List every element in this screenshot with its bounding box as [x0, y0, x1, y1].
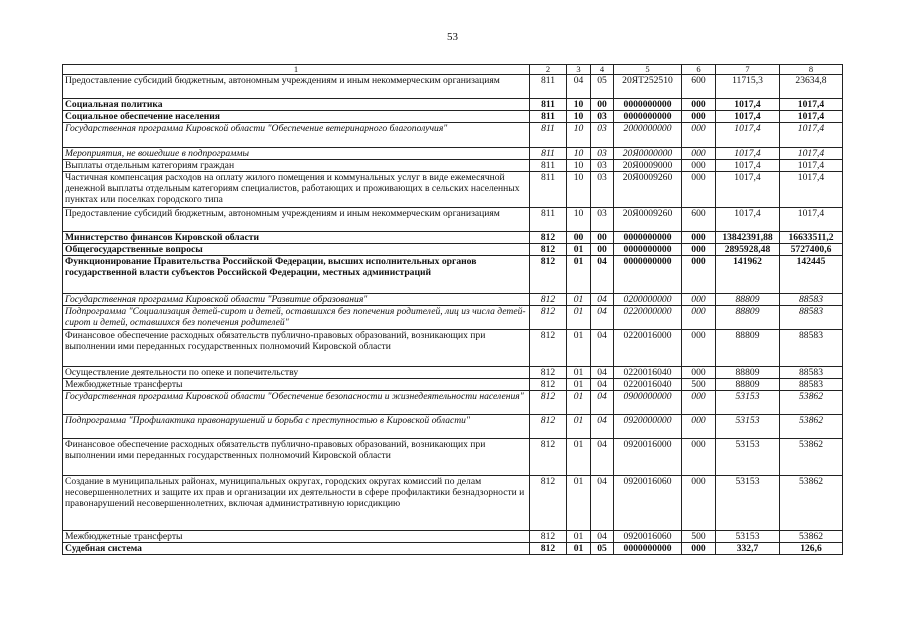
section-code: 01	[567, 256, 591, 294]
amount-col-7: 11715,3	[716, 75, 780, 99]
expense-type-code: 500	[682, 531, 716, 543]
ministry-code: 811	[530, 75, 567, 99]
target-article-code: 0000000000	[614, 232, 682, 244]
row-description: Министерство финансов Кировской области	[63, 232, 530, 244]
table-row	[63, 367, 843, 379]
row-description: Финансовое обеспечение расходных обязательств публично-правовых образований, возникающих при выполнении ими переданных государственных полномочий Кировской области	[63, 330, 530, 367]
amount-col-8: 16633511,2	[780, 232, 843, 244]
amount-col-7: 53153	[716, 439, 780, 476]
section-code: 01	[567, 543, 591, 555]
column-header: 2	[530, 65, 567, 75]
amount-col-8: 126,6	[780, 543, 843, 555]
table-row	[63, 391, 843, 415]
expense-type-code: 000	[682, 244, 716, 256]
amount-col-8: 1017,4	[780, 111, 843, 123]
row-description: Частичная компенсация расходов на оплату жилого помещения и коммунальных услуг в виде ежемесячной денежной выплаты отдельным категориям специалистов, работающих и проживающих в сельских населенных пунктах или поселках городского типа	[63, 172, 530, 208]
amount-col-8: 53862	[780, 531, 843, 543]
expense-type-code: 000	[682, 439, 716, 476]
ministry-code: 811	[530, 172, 567, 208]
expense-type-code: 000	[682, 111, 716, 123]
row-description: Выплаты отдельным категориям граждан	[63, 160, 530, 172]
table-row	[63, 172, 843, 208]
amount-col-8: 1017,4	[780, 160, 843, 172]
column-header: 6	[682, 65, 716, 75]
subsection-code: 00	[591, 232, 614, 244]
subsection-code: 04	[591, 379, 614, 391]
target-article-code: 0000000000	[614, 111, 682, 123]
column-header: 5	[614, 65, 682, 75]
row-description: Предоставление субсидий бюджетным, автономным учреждениям и иным некоммерческим организациям	[63, 208, 530, 232]
target-article-code: 0220016040	[614, 379, 682, 391]
column-header: 4	[591, 65, 614, 75]
section-code: 01	[567, 476, 591, 531]
ministry-code: 812	[530, 531, 567, 543]
row-description: Межбюджетные трансферты	[63, 379, 530, 391]
section-code: 01	[567, 439, 591, 476]
amount-col-7: 2895928,48	[716, 244, 780, 256]
section-code: 01	[567, 531, 591, 543]
subsection-code: 04	[591, 294, 614, 306]
row-description: Социальная политика	[63, 99, 530, 111]
amount-col-8: 53862	[780, 415, 843, 439]
amount-col-7: 1017,4	[716, 99, 780, 111]
amount-col-7: 88809	[716, 294, 780, 306]
expense-type-code: 000	[682, 172, 716, 208]
ministry-code: 812	[530, 415, 567, 439]
section-code: 01	[567, 391, 591, 415]
subsection-code: 03	[591, 123, 614, 148]
amount-col-8: 88583	[780, 294, 843, 306]
amount-col-7: 1017,4	[716, 172, 780, 208]
table-row	[63, 294, 843, 306]
target-article-code: 20ЯТ252510	[614, 75, 682, 99]
row-description: Осуществление деятельности по опеке и попечительству	[63, 367, 530, 379]
amount-col-7: 53153	[716, 476, 780, 531]
expense-type-code: 000	[682, 306, 716, 330]
table-row	[63, 148, 843, 160]
row-description: Государственная программа Кировской области "Развитие образования"	[63, 294, 530, 306]
target-article-code: 0220016000	[614, 330, 682, 367]
expense-type-code: 000	[682, 148, 716, 160]
target-article-code: 20Я0000000	[614, 148, 682, 160]
row-description: Финансовое обеспечение расходных обязательств публично-правовых образований, возникающих при выполнении ими переданных государственных полномочий Кировской области	[63, 439, 530, 476]
expense-type-code: 000	[682, 476, 716, 531]
table-row	[63, 415, 843, 439]
table-row	[63, 99, 843, 111]
page-number: 53	[447, 31, 458, 43]
target-article-code: 20Я0009260	[614, 208, 682, 232]
row-description: Социальное обеспечение населения	[63, 111, 530, 123]
subsection-code: 00	[591, 99, 614, 111]
target-article-code: 20Я0009000	[614, 160, 682, 172]
amount-col-8: 88583	[780, 306, 843, 330]
expense-type-code: 000	[682, 160, 716, 172]
amount-col-8: 53862	[780, 439, 843, 476]
subsection-code: 00	[591, 244, 614, 256]
ministry-code: 811	[530, 99, 567, 111]
ministry-code: 812	[530, 543, 567, 555]
amount-col-8: 5727400,6	[780, 244, 843, 256]
table-row	[63, 543, 843, 555]
subsection-code: 04	[591, 330, 614, 367]
expense-type-code: 000	[682, 367, 716, 379]
table-row	[63, 160, 843, 172]
subsection-code: 03	[591, 160, 614, 172]
amount-col-7: 13842391,88	[716, 232, 780, 244]
target-article-code: 0220016040	[614, 367, 682, 379]
table-row	[63, 123, 843, 148]
column-header: 8	[780, 65, 843, 75]
table-row	[63, 75, 843, 99]
amount-col-8: 23634,8	[780, 75, 843, 99]
section-code: 01	[567, 306, 591, 330]
section-code: 10	[567, 123, 591, 148]
row-description: Функционирование Правительства Российской Федерации, высших исполнительных органов государственной власти субъектов Российской Федерации, местных администраций	[63, 256, 530, 294]
expense-type-code: 000	[682, 256, 716, 294]
amount-col-8: 1017,4	[780, 123, 843, 148]
subsection-code: 05	[591, 75, 614, 99]
section-code: 01	[567, 379, 591, 391]
ministry-code: 812	[530, 306, 567, 330]
expense-type-code: 000	[682, 330, 716, 367]
amount-col-7: 1017,4	[716, 123, 780, 148]
amount-col-7: 88809	[716, 330, 780, 367]
expense-type-code: 500	[682, 379, 716, 391]
subsection-code: 03	[591, 148, 614, 160]
target-article-code: 0220000000	[614, 306, 682, 330]
subsection-code: 05	[591, 543, 614, 555]
expense-type-code: 600	[682, 208, 716, 232]
column-number-row	[63, 65, 843, 75]
amount-col-7: 1017,4	[716, 148, 780, 160]
section-code: 00	[567, 232, 591, 244]
subsection-code: 03	[591, 208, 614, 232]
subsection-code: 04	[591, 531, 614, 543]
target-article-code: 0200000000	[614, 294, 682, 306]
target-article-code: 0000000000	[614, 543, 682, 555]
subsection-code: 03	[591, 172, 614, 208]
ministry-code: 812	[530, 232, 567, 244]
section-code: 10	[567, 160, 591, 172]
expense-type-code: 000	[682, 391, 716, 415]
amount-col-7: 88809	[716, 367, 780, 379]
amount-col-8: 53862	[780, 391, 843, 415]
section-code: 04	[567, 75, 591, 99]
section-code: 10	[567, 99, 591, 111]
expense-type-code: 600	[682, 75, 716, 99]
expense-type-code: 000	[682, 294, 716, 306]
subsection-code: 04	[591, 439, 614, 476]
table-row	[63, 111, 843, 123]
section-code: 01	[567, 244, 591, 256]
table-row	[63, 208, 843, 232]
amount-col-8: 88583	[780, 330, 843, 367]
amount-col-8: 53862	[780, 476, 843, 531]
amount-col-7: 1017,4	[716, 111, 780, 123]
expense-type-code: 000	[682, 415, 716, 439]
subsection-code: 03	[591, 111, 614, 123]
subsection-code: 04	[591, 306, 614, 330]
ministry-code: 811	[530, 123, 567, 148]
ministry-code: 812	[530, 367, 567, 379]
expense-type-code: 000	[682, 543, 716, 555]
section-code: 10	[567, 111, 591, 123]
ministry-code: 812	[530, 391, 567, 415]
table-row	[63, 439, 843, 476]
row-description: Общегосударственные вопросы	[63, 244, 530, 256]
subsection-code: 04	[591, 367, 614, 379]
amount-col-8: 88583	[780, 379, 843, 391]
ministry-code: 812	[530, 294, 567, 306]
section-code: 10	[567, 172, 591, 208]
row-description: Подпрограмма "Профилактика правонарушений и борьба с преступностью в Кировской области"	[63, 415, 530, 439]
row-description: Предоставление субсидий бюджетным, автономным учреждениям и иным некоммерческим организациям	[63, 75, 530, 99]
table-body	[63, 75, 843, 555]
target-article-code: 0000000000	[614, 256, 682, 294]
amount-col-7: 141962	[716, 256, 780, 294]
target-article-code: 20Я0009260	[614, 172, 682, 208]
ministry-code: 811	[530, 111, 567, 123]
target-article-code: 0920000000	[614, 415, 682, 439]
table-row	[63, 232, 843, 244]
subsection-code: 04	[591, 256, 614, 294]
table-row	[63, 256, 843, 294]
section-code: 01	[567, 367, 591, 379]
target-article-code: 0920016000	[614, 439, 682, 476]
table-row	[63, 306, 843, 330]
row-description: Создание в муниципальных районах, муниципальных округах, городских округах комиссий по делам несовершеннолетних и защите их прав и организации их деятельности в сфере профилактики безнадзорности и правонарушений несовершеннолетних, включая административную юрисдикцию	[63, 476, 530, 531]
ministry-code: 811	[530, 148, 567, 160]
target-article-code: 0900000000	[614, 391, 682, 415]
target-article-code: 0920016060	[614, 476, 682, 531]
table-row	[63, 531, 843, 543]
table-row	[63, 379, 843, 391]
ministry-code: 812	[530, 256, 567, 294]
expense-type-code: 000	[682, 123, 716, 148]
section-code: 10	[567, 208, 591, 232]
row-description: Мероприятия, не вошедшие в подпрограммы	[63, 148, 530, 160]
ministry-code: 811	[530, 208, 567, 232]
amount-col-8: 142445	[780, 256, 843, 294]
target-article-code: 0000000000	[614, 244, 682, 256]
ministry-code: 811	[530, 160, 567, 172]
amount-col-7: 53153	[716, 415, 780, 439]
section-code: 10	[567, 148, 591, 160]
ministry-code: 812	[530, 244, 567, 256]
amount-col-8: 1017,4	[780, 208, 843, 232]
section-code: 01	[567, 415, 591, 439]
section-code: 01	[567, 330, 591, 367]
target-article-code: 0000000000	[614, 99, 682, 111]
row-description: Подпрограмма "Социализация детей-сирот и детей, оставшихся без попечения родителей, лиц из числа детей-сирот и детей, оставшихся без попечения родителей"	[63, 306, 530, 330]
row-description: Межбюджетные трансферты	[63, 531, 530, 543]
row-description: Государственная программа Кировской области "Обеспечение ветеринарного благополучия"	[63, 123, 530, 148]
ministry-code: 812	[530, 476, 567, 531]
table-row	[63, 330, 843, 367]
column-header: 1	[63, 65, 530, 75]
amount-col-7: 53153	[716, 531, 780, 543]
row-description: Судебная система	[63, 543, 530, 555]
target-article-code: 2000000000	[614, 123, 682, 148]
amount-col-8: 1017,4	[780, 99, 843, 111]
row-description: Государственная программа Кировской области "Обеспечение безопасности и жизнедеятельности населения"	[63, 391, 530, 415]
expense-type-code: 000	[682, 99, 716, 111]
amount-col-8: 88583	[780, 367, 843, 379]
ministry-code: 812	[530, 330, 567, 367]
section-code: 01	[567, 294, 591, 306]
budget-table	[62, 64, 843, 555]
table-row	[63, 476, 843, 531]
amount-col-7: 88809	[716, 379, 780, 391]
ministry-code: 812	[530, 439, 567, 476]
subsection-code: 04	[591, 391, 614, 415]
table-row	[63, 244, 843, 256]
column-header: 7	[716, 65, 780, 75]
amount-col-7: 53153	[716, 391, 780, 415]
amount-col-8: 1017,4	[780, 148, 843, 160]
amount-col-8: 1017,4	[780, 172, 843, 208]
amount-col-7: 332,7	[716, 543, 780, 555]
amount-col-7: 1017,4	[716, 208, 780, 232]
column-header: 3	[567, 65, 591, 75]
amount-col-7: 1017,4	[716, 160, 780, 172]
amount-col-7: 88809	[716, 306, 780, 330]
ministry-code: 812	[530, 379, 567, 391]
subsection-code: 04	[591, 415, 614, 439]
target-article-code: 0920016060	[614, 531, 682, 543]
expense-type-code: 000	[682, 232, 716, 244]
subsection-code: 04	[591, 476, 614, 531]
